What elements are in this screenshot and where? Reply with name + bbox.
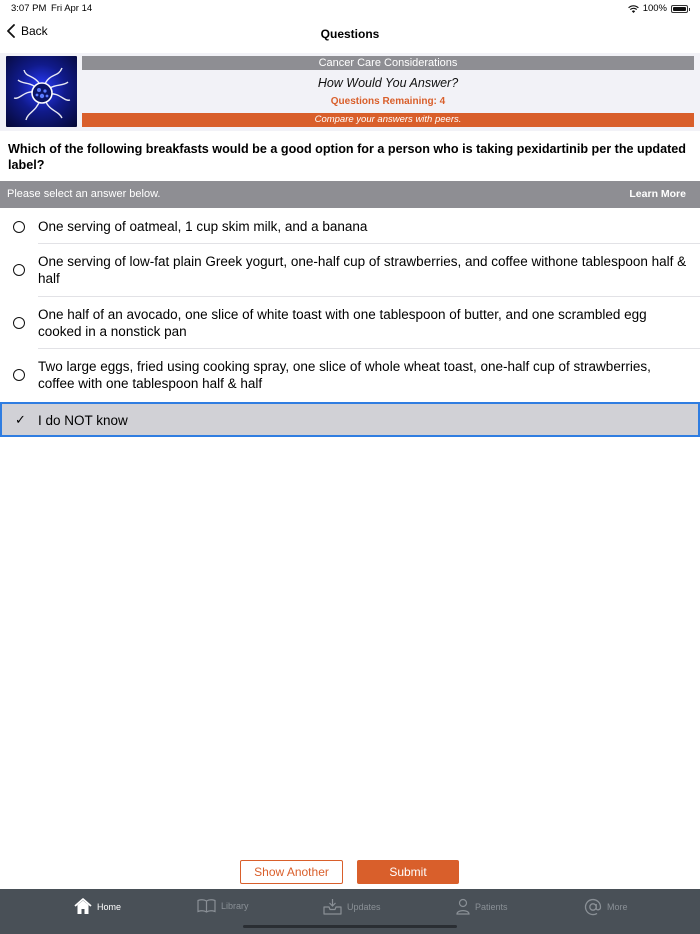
tab-library[interactable] bbox=[197, 898, 249, 913]
question-header bbox=[0, 53, 700, 131]
how-answer-heading: How Would You Answer? bbox=[317, 76, 459, 90]
radio-icon bbox=[13, 369, 25, 381]
instruction-bar bbox=[0, 181, 700, 208]
tab-label: Updates bbox=[347, 901, 381, 912]
answer-text: One half of an avocado, one slice of white toast with one tablespoon of butter, and one scrambled egg cooked in a nonstick pan bbox=[38, 307, 647, 339]
tab-label: More bbox=[607, 902, 628, 912]
tab-label: Library bbox=[221, 900, 249, 911]
tab-more[interactable] bbox=[584, 898, 628, 916]
status-time: 3:07 PM bbox=[11, 3, 47, 14]
question-text: Which of the following breakfasts would be a good option for a person who is taking pexidartinib per the updated label? bbox=[8, 142, 686, 172]
book-icon bbox=[197, 898, 216, 913]
answer-option-5[interactable] bbox=[0, 402, 700, 437]
wifi-icon bbox=[628, 5, 639, 13]
cancer-cell-image bbox=[6, 56, 77, 127]
answer-option-1[interactable] bbox=[0, 208, 700, 244]
learn-more-link[interactable]: Learn More bbox=[629, 188, 686, 200]
person-icon bbox=[456, 898, 470, 915]
answer-option-4[interactable] bbox=[0, 349, 700, 402]
instruction-text: Please select an answer below. bbox=[7, 188, 161, 200]
answer-text: I do NOT know bbox=[38, 413, 128, 428]
battery-percent: 100% bbox=[642, 3, 667, 14]
questions-remaining: Questions Remaining: 4 bbox=[330, 96, 446, 107]
home-icon bbox=[74, 898, 92, 915]
tab-label: Home bbox=[97, 901, 122, 912]
answer-option-2[interactable] bbox=[0, 244, 700, 297]
at-icon bbox=[584, 898, 602, 916]
battery-icon bbox=[671, 5, 688, 13]
tab-home[interactable] bbox=[74, 898, 121, 915]
status-date: Fri Apr 14 bbox=[51, 3, 93, 14]
nav-bar bbox=[0, 17, 700, 51]
checkmark-icon: ✓ bbox=[15, 412, 26, 427]
page-title: Questions bbox=[320, 27, 380, 41]
submit-button[interactable]: Submit bbox=[357, 860, 459, 884]
topic-title: Cancer Care Considerations bbox=[82, 56, 694, 70]
inbox-icon bbox=[323, 898, 342, 915]
status-right bbox=[628, 3, 688, 14]
radio-icon bbox=[13, 317, 25, 329]
compare-answers-banner[interactable]: Compare your answers with peers. bbox=[82, 113, 694, 127]
answer-option-3[interactable] bbox=[0, 297, 700, 349]
answer-text: One serving of oatmeal, 1 cup skim milk, and a banana bbox=[38, 219, 368, 234]
status-bar bbox=[0, 0, 700, 17]
home-indicator bbox=[243, 925, 457, 928]
answer-text: Two large eggs, fried using cooking spray, one slice of whole wheat toast, one-half cup of strawberries, coffee with one tablespoon half & half bbox=[38, 359, 651, 391]
answer-text: One serving of low-fat plain Greek yogurt, one-half cup of strawberries, and coffee withone tablespoon half & half bbox=[38, 254, 687, 286]
radio-icon bbox=[13, 264, 25, 276]
tab-bar bbox=[0, 889, 700, 934]
back-label: Back bbox=[21, 24, 48, 38]
tab-patients[interactable] bbox=[456, 898, 508, 915]
tab-updates[interactable] bbox=[323, 898, 381, 915]
tab-label: Patients bbox=[475, 901, 508, 912]
show-another-button[interactable]: Show Another bbox=[240, 860, 343, 884]
radio-icon bbox=[13, 221, 25, 233]
